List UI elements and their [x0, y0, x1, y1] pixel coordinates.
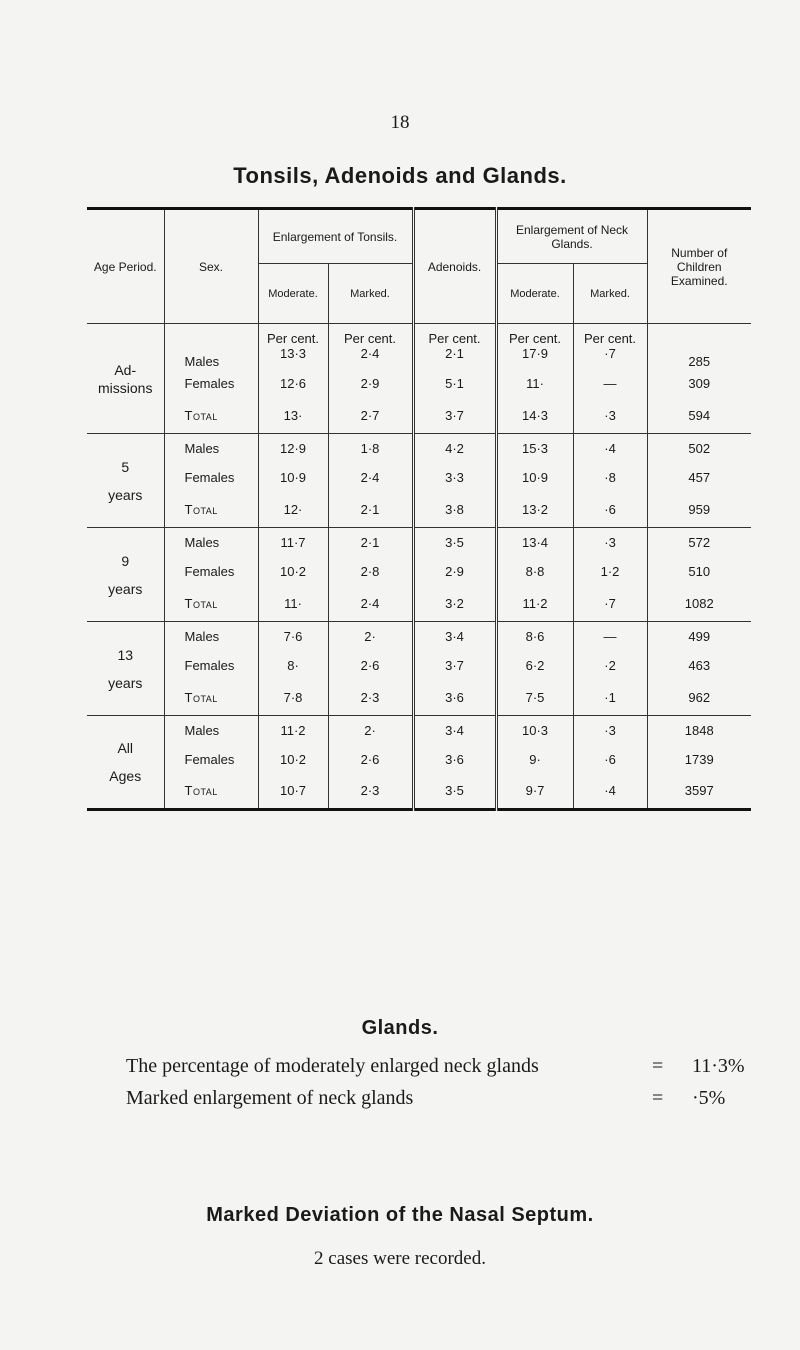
cell-value: 2·: [364, 722, 376, 738]
sex-label: Males: [184, 534, 220, 550]
cell-value: 11·: [284, 595, 302, 611]
tonsil-marked-cell: [328, 492, 413, 528]
cell-value: 2·7: [360, 407, 380, 423]
cell-value: ·1: [604, 689, 616, 705]
gland-marked-cell: [573, 434, 647, 463]
cell-value: 2·1: [445, 345, 464, 361]
cell-value: 7·8: [283, 689, 303, 705]
examined-cell: [647, 680, 751, 716]
cell-value: 13·2: [522, 501, 549, 517]
cell-value: 17·9: [522, 345, 549, 361]
header-tonsil-marked: Marked.: [328, 264, 413, 324]
cell-value: 2·1: [360, 534, 380, 550]
age-period-cell: [87, 434, 164, 528]
cell-value: ·4: [604, 783, 616, 799]
adenoids-cell: [413, 434, 496, 463]
sex-label: Females: [184, 375, 235, 391]
cell-value: 13·4: [522, 534, 549, 550]
adenoids-cell: [413, 716, 496, 745]
cell-value: 1082: [684, 595, 714, 611]
tonsil-marked-cell: [328, 716, 413, 745]
age-period-cell: [87, 716, 164, 810]
tonsil-moderate-cell: [258, 622, 328, 651]
table-row: [87, 369, 751, 398]
cell-value: 11·2: [522, 595, 548, 611]
gland-marked-cell: [573, 716, 647, 745]
gland-moderate-cell: [496, 586, 573, 622]
cell-value: 3·3: [445, 469, 464, 485]
glands-title: Glands.: [361, 1017, 439, 1039]
examined-cell: [647, 651, 751, 680]
header-neck-glands: Enlargement of Neck Glands.: [496, 209, 647, 264]
examined-cell: [647, 745, 751, 774]
sex-label: Total: [184, 501, 218, 517]
cell-value: ·3: [604, 534, 616, 550]
cell-value: 2·9: [445, 563, 464, 579]
cell-value: 3·5: [445, 783, 464, 799]
gland-marked-cell: [573, 745, 647, 774]
glands-marked-label: Marked enlargement of neck glands: [126, 1087, 414, 1109]
cell-value: 1739: [684, 751, 714, 767]
tonsil-moderate-cell: [258, 434, 328, 463]
cell-value: 11·2: [280, 722, 306, 738]
cell-value: 2·1: [360, 501, 380, 517]
sex-cell: [164, 369, 258, 398]
adenoids-cell: [413, 398, 496, 434]
sex-cell: [164, 651, 258, 680]
per-cent-label: Per cent.: [266, 330, 320, 346]
cell-value: 572: [688, 534, 711, 550]
sex-label: Males: [184, 722, 220, 738]
sex-label: Males: [184, 353, 220, 369]
cell-value: 12·6: [279, 375, 307, 391]
adenoids-cell: [413, 557, 496, 586]
cell-value: 2·6: [360, 751, 380, 767]
gland-marked-cell: [573, 651, 647, 680]
cell-value: 1·2: [600, 563, 620, 579]
adenoids-cell: [413, 774, 496, 810]
examined-cell: [647, 557, 751, 586]
cell-value: 2·4: [360, 469, 380, 485]
age-period-cell: [87, 324, 164, 434]
examined-cell: [647, 774, 751, 810]
cell-value: ·7: [604, 345, 616, 361]
cell-value: 10·2: [279, 563, 307, 579]
gland-moderate-cell: [496, 745, 573, 774]
cell-value: 13·: [283, 407, 303, 423]
cell-value: 8·8: [525, 563, 545, 579]
per-cent-label: Per cent.: [584, 330, 637, 346]
cell-value: 510: [688, 563, 711, 579]
tonsil-moderate-cell: [258, 398, 328, 434]
cell-value: 2·3: [360, 689, 380, 705]
sex-label: Males: [184, 628, 220, 644]
cell-value: 594: [688, 407, 711, 423]
sex-label: Males: [184, 440, 220, 456]
tonsil-moderate-cell: [258, 557, 328, 586]
header-tonsils: Enlargement of Tonsils.: [258, 209, 413, 264]
header-age-period: Age Period.: [87, 209, 164, 324]
gland-moderate-cell: [496, 398, 573, 434]
table-row: [87, 324, 751, 369]
sex-cell: [164, 434, 258, 463]
cell-value: 3·7: [445, 407, 464, 423]
age-period-line1: Ad-: [114, 361, 137, 378]
cell-value: 15·3: [522, 440, 549, 456]
cell-value: 14·3: [522, 407, 549, 423]
gland-marked-cell: [573, 369, 647, 398]
examined-cell: [647, 492, 751, 528]
header-gland-moderate: Moderate.: [496, 264, 573, 324]
tonsil-moderate-cell: [258, 324, 328, 369]
cell-value: 9·: [529, 751, 541, 767]
tonsil-marked-cell: [328, 680, 413, 716]
examined-cell: [647, 622, 751, 651]
cell-value: 3·4: [445, 628, 464, 644]
tonsil-marked-cell: [328, 463, 413, 492]
cell-value: 959: [688, 501, 711, 517]
tonsil-moderate-cell: [258, 716, 328, 745]
cell-value: 463: [688, 657, 711, 673]
age-period-cell: [87, 622, 164, 716]
gland-moderate-cell: [496, 680, 573, 716]
examined-cell: [647, 369, 751, 398]
gland-marked-cell: [573, 463, 647, 492]
cell-value: ·6: [604, 501, 616, 517]
cell-value: ·6: [604, 751, 616, 767]
cell-value: 12·: [283, 501, 303, 517]
header-adenoids: Adenoids.: [413, 209, 496, 324]
table-body: [87, 324, 751, 810]
table-row: [87, 680, 751, 716]
cell-value: 10·9: [279, 469, 307, 485]
cell-value: 962: [688, 689, 711, 705]
tonsil-moderate-cell: [258, 680, 328, 716]
sex-cell: [164, 716, 258, 745]
cell-value: 499: [688, 628, 711, 644]
cell-value: ·3: [604, 407, 616, 423]
gland-marked-cell: [573, 586, 647, 622]
sex-cell: [164, 528, 258, 557]
cell-value: —: [603, 628, 617, 644]
sex-label: Females: [184, 469, 235, 485]
tonsil-moderate-cell: [258, 586, 328, 622]
tonsils-adenoids-glands-table: [87, 207, 751, 811]
cell-value: ·3: [604, 722, 616, 738]
table-header: [87, 209, 751, 324]
sex-label: Females: [184, 563, 235, 579]
cell-value: 9·7: [525, 783, 545, 799]
gland-moderate-cell: [496, 622, 573, 651]
cell-value: 2·9: [360, 375, 380, 391]
sex-label: Total: [184, 783, 218, 799]
sex-cell: [164, 622, 258, 651]
adenoids-cell: [413, 680, 496, 716]
cell-value: 10·2: [279, 751, 307, 767]
page-number: 18: [390, 112, 410, 133]
gland-marked-cell: [573, 492, 647, 528]
equals-sign: =: [652, 1055, 664, 1077]
per-cent-label: Per cent.: [428, 330, 481, 346]
cell-value: ·7: [604, 595, 616, 611]
cell-value: 8·6: [525, 628, 545, 644]
gland-moderate-cell: [496, 557, 573, 586]
tonsil-moderate-cell: [258, 774, 328, 810]
tonsil-marked-cell: [328, 398, 413, 434]
per-cent-label: Per cent.: [343, 330, 397, 346]
cell-value: 10·3: [522, 722, 549, 738]
cell-value: 11·: [526, 375, 544, 391]
tonsil-moderate-cell: [258, 528, 328, 557]
cell-value: ·2: [604, 657, 616, 673]
cell-value: 457: [688, 469, 711, 485]
sex-label: Females: [184, 657, 235, 673]
cell-value: —: [603, 375, 617, 391]
tonsil-marked-cell: [328, 557, 413, 586]
examined-cell: [647, 463, 751, 492]
sex-cell: [164, 586, 258, 622]
adenoids-cell: [413, 492, 496, 528]
cell-value: 2·6: [360, 657, 380, 673]
header-gland-marked: Marked.: [573, 264, 647, 324]
examined-cell: [647, 716, 751, 745]
gland-moderate-cell: [496, 492, 573, 528]
cell-value: 11·7: [280, 534, 306, 550]
age-period-cell: [87, 528, 164, 622]
cell-value: 12·9: [279, 440, 307, 456]
table-row: [87, 774, 751, 810]
age-period-line2: Ages: [109, 768, 142, 784]
cell-value: 1·8: [360, 440, 380, 456]
tonsil-marked-cell: [328, 434, 413, 463]
adenoids-cell: [413, 622, 496, 651]
gland-moderate-cell: [496, 774, 573, 810]
cell-value: 10·9: [522, 469, 549, 485]
cell-value: 285: [688, 353, 711, 369]
tonsil-marked-cell: [328, 651, 413, 680]
table-row: [87, 716, 751, 745]
examined-cell: [647, 398, 751, 434]
table-row: [87, 398, 751, 434]
cell-value: 6·2: [525, 657, 545, 673]
table-row: [87, 528, 751, 557]
tonsil-marked-cell: [328, 622, 413, 651]
cell-value: 13·3: [279, 345, 307, 361]
adenoids-cell: [413, 651, 496, 680]
per-cent-label: Per cent.: [509, 330, 562, 346]
gland-marked-cell: [573, 528, 647, 557]
glands-moderate-value: 11·3%: [692, 1055, 745, 1077]
table-row: [87, 434, 751, 463]
equals-sign: =: [652, 1087, 664, 1109]
table-row: [87, 557, 751, 586]
cell-value: 2·: [364, 628, 376, 644]
adenoids-cell: [413, 324, 496, 369]
cell-value: 3597: [684, 783, 714, 799]
tonsil-moderate-cell: [258, 369, 328, 398]
examined-cell: [647, 434, 751, 463]
gland-moderate-cell: [496, 324, 573, 369]
sex-cell: [164, 463, 258, 492]
page-title: Tonsils, Adenoids and Glands.: [233, 163, 567, 188]
gland-moderate-cell: [496, 716, 573, 745]
tonsil-moderate-cell: [258, 492, 328, 528]
age-period-line2: years: [108, 580, 143, 597]
gland-moderate-cell: [496, 651, 573, 680]
cell-value: 3·7: [445, 657, 464, 673]
tonsil-marked-cell: [328, 586, 413, 622]
cell-value: 309: [688, 375, 711, 391]
adenoids-cell: [413, 586, 496, 622]
sex-label: Total: [184, 407, 218, 423]
gland-marked-cell: [573, 324, 647, 369]
glands-moderate-label: The percentage of moderately enlarged neck glands: [126, 1055, 539, 1077]
header-sex: Sex.: [164, 209, 258, 324]
cell-value: 4·2: [445, 440, 464, 456]
cell-value: 502: [688, 440, 711, 456]
table-row: [87, 745, 751, 774]
glands-marked-value: ·5%: [692, 1087, 726, 1109]
gland-moderate-cell: [496, 463, 573, 492]
cell-value: 2·8: [360, 563, 380, 579]
age-period-line1: 13: [117, 646, 134, 663]
cell-value: ·8: [604, 469, 616, 485]
sex-cell: [164, 774, 258, 810]
gland-marked-cell: [573, 398, 647, 434]
cell-value: 2·4: [360, 345, 380, 361]
table-row: [87, 651, 751, 680]
sex-cell: [164, 324, 258, 369]
examined-cell: [647, 528, 751, 557]
adenoids-cell: [413, 528, 496, 557]
age-period-line1: 5: [121, 458, 130, 475]
sex-cell: [164, 398, 258, 434]
tonsil-moderate-cell: [258, 463, 328, 492]
gland-marked-cell: [573, 622, 647, 651]
cell-value: 3·2: [445, 595, 464, 611]
age-period-line2: missions: [98, 379, 153, 396]
tonsil-moderate-cell: [258, 651, 328, 680]
age-period-line1: 9: [121, 552, 130, 569]
cell-value: 2·3: [360, 783, 380, 799]
examined-cell: [647, 324, 751, 369]
cell-value: 10·7: [279, 783, 307, 799]
table-row: [87, 622, 751, 651]
gland-moderate-cell: [496, 528, 573, 557]
nasal-septum-text: 2 cases were recorded.: [314, 1248, 486, 1269]
tonsil-marked-cell: [328, 528, 413, 557]
tonsil-marked-cell: [328, 369, 413, 398]
table-row: [87, 463, 751, 492]
header-tonsil-moderate: Moderate.: [258, 264, 328, 324]
sex-label: Total: [184, 689, 218, 705]
sex-cell: [164, 745, 258, 774]
table-row: [87, 586, 751, 622]
cell-value: 7·6: [283, 628, 303, 644]
age-period-line2: years: [108, 486, 143, 503]
adenoids-cell: [413, 463, 496, 492]
gland-marked-cell: [573, 774, 647, 810]
cell-value: 3·6: [445, 689, 464, 705]
cell-value: 7·5: [525, 689, 545, 705]
tonsil-moderate-cell: [258, 745, 328, 774]
sex-label: Total: [184, 595, 218, 611]
cell-value: 3·4: [445, 722, 464, 738]
cell-value: 3·8: [445, 501, 464, 517]
sex-cell: [164, 680, 258, 716]
gland-marked-cell: [573, 680, 647, 716]
age-period-line1: All: [117, 740, 134, 756]
cell-value: ·4: [604, 440, 616, 456]
cell-value: 5·1: [445, 375, 464, 391]
examined-cell: [647, 586, 751, 622]
tonsil-marked-cell: [328, 324, 413, 369]
sex-cell: [164, 557, 258, 586]
gland-marked-cell: [573, 557, 647, 586]
tonsil-marked-cell: [328, 774, 413, 810]
tonsil-marked-cell: [328, 745, 413, 774]
sex-label: Females: [184, 751, 235, 767]
cell-value: 3·6: [445, 751, 464, 767]
gland-moderate-cell: [496, 369, 573, 398]
age-period-line2: years: [108, 674, 143, 691]
cell-value: 8·: [287, 657, 299, 673]
statistics-table-wrapper: [87, 207, 751, 811]
adenoids-cell: [413, 369, 496, 398]
sex-cell: [164, 492, 258, 528]
cell-value: 3·5: [445, 534, 464, 550]
table-row: [87, 492, 751, 528]
adenoids-cell: [413, 745, 496, 774]
cell-value: 2·4: [360, 595, 380, 611]
header-number-examined: Number of Children Examined.: [647, 209, 751, 324]
gland-moderate-cell: [496, 434, 573, 463]
cell-value: 1848: [684, 722, 714, 738]
nasal-septum-title: Marked Deviation of the Nasal Septum.: [206, 1204, 594, 1226]
